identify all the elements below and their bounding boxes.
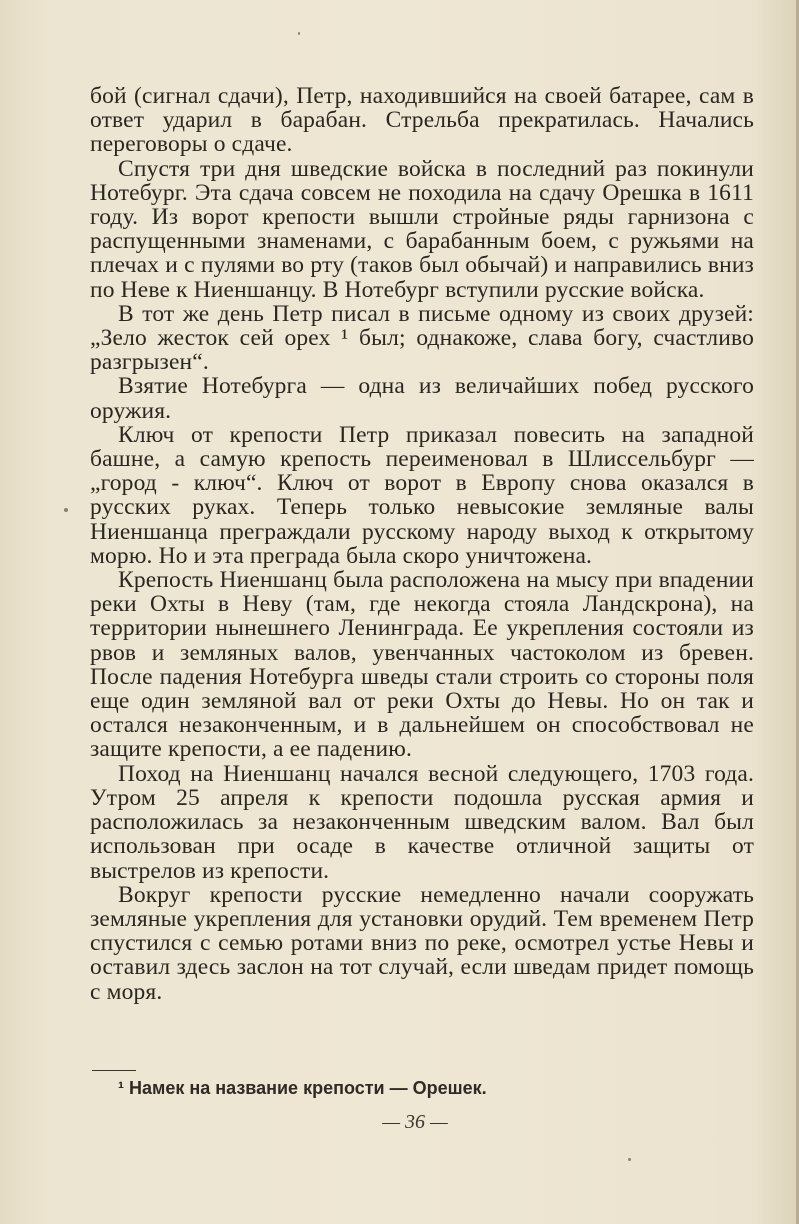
paragraph: Ключ от крепости Петр приказал повесить на западной башне, а самую крепость переименовал в Шлиссельбург — „город - ключ“. Ключ от ворот в Европу снова оказался в русских руках. Теперь только невысокие земляные валы Ниеншанца преграждали русскому народу выход к открытому морю. Но и эта преграда была скоро уничтожена. <box>90 421 754 569</box>
paper-speck <box>628 1158 631 1161</box>
paragraph: бой (сигнал сдачи), Петр, находившийся на своей батарее, сам в ответ ударил в барабан. Стрельба прекратилась. Начались переговоры о сдаче. <box>90 83 754 158</box>
paragraph: В тот же день Петр писал в письме одному из своих друзей: „Зело жесток сей орех ¹ был; однакоже, слава богу, счастливо разгрызен“. <box>90 300 754 376</box>
footnote-rule <box>92 1070 136 1071</box>
paragraph: Взятие Нотебурга — одна из величайших побед русского оружия. <box>90 373 754 424</box>
paragraph: Крепость Ниеншанц была расположена на мысу при впадении реки Охты в Неву (там, где некогда стояла Ландскрона), на территории нынешнего Ленинграда. Ее укрепления состояли из рвов и земляных валов, увенчанных частоколом из бревен. После падения Нотебурга шведы стали строить со стороны поля еще один земляной вал от реки Охты до Невы. Но он так и остался незаконченным, и в дальнейшем он способствовал не защите крепости, а ее падению. <box>90 567 754 763</box>
paragraph: Вокруг крепости русские немедленно начали сооружать земляные укрепления для установки орудий. Тем временем Петр спустился с семью ротами вниз по реке, осмотрел устье Невы и оставил здесь заслон на тот случай, если шведам придет помощь с моря. <box>90 881 754 1005</box>
main-text <box>90 84 754 1004</box>
paragraph: Поход на Ниеншанц начался весной следующего, 1703 года. Утром 25 апреля к крепости подошла русская армия и расположилась за незаконченным шведским валом. Вал был использован при осаде в качестве отличной защиты от выстрелов из крепости. <box>90 760 754 884</box>
page-number: — 36 — <box>382 1111 448 1133</box>
paper-speck <box>298 32 300 35</box>
footnote: ¹ Намек на название крепости — Орешек. <box>118 1078 487 1098</box>
paper-speck <box>64 508 68 512</box>
paragraph: Спустя три дня шведские войска в последний раз покинули Нотебург. Эта сдача совсем не походила на сдачу Орешка в 1611 году. Из ворот крепости вышли стройные ряды гарнизона с распущенными знаменами, с барабанным боем, с ружьями на плечах и с пулями во рту (таков был обычай) и направились вниз по Неве к Ниеншанцу. В Нотебург вступили русские войска. <box>90 155 754 303</box>
